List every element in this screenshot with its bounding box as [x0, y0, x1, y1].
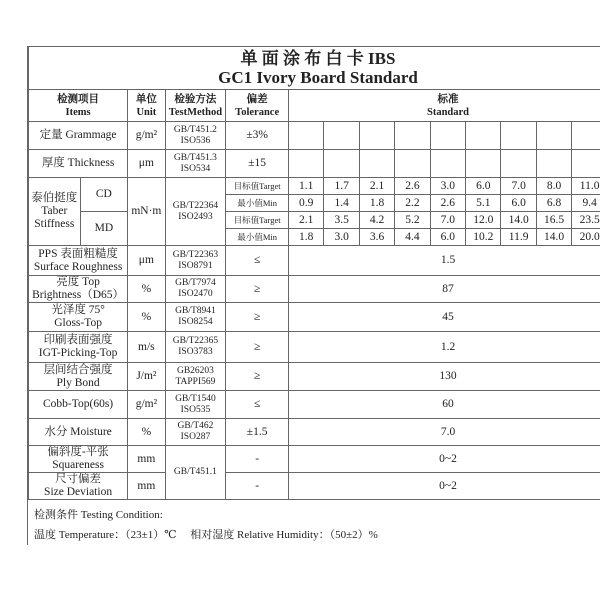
cell-text: Cobb-Top(60s): [43, 398, 114, 410]
cell: [165, 419, 226, 446]
cell: [165, 122, 226, 150]
cell-line: GB/T7974: [175, 278, 216, 288]
cell: [324, 122, 359, 150]
header-standard: [289, 90, 600, 122]
cell-text: μm: [138, 254, 154, 266]
table-row-size-deviation: [29, 473, 600, 500]
cell: [359, 229, 394, 246]
cell: [128, 446, 165, 473]
cell-text: 5.1: [476, 196, 491, 209]
cell-text: 2.6: [405, 179, 420, 192]
cell-line: ISO287: [180, 432, 211, 442]
cell: [289, 246, 600, 276]
cell: [359, 150, 394, 178]
cell-line: GB/T22364: [172, 200, 219, 211]
cell-line: GB/T8941: [175, 306, 216, 316]
cell: [128, 473, 165, 500]
header-row: [29, 90, 600, 122]
header-method: [165, 90, 226, 122]
cell: [536, 212, 571, 229]
cell: [226, 246, 289, 276]
cell-text: 最小值Min: [237, 231, 277, 242]
cell: [226, 276, 289, 303]
cell-line: Brightness（D65）: [32, 289, 125, 301]
cell-text: ≥: [253, 310, 261, 323]
cell: [29, 419, 128, 446]
testing-condition-title: 检测条件 Testing Condition:: [34, 509, 163, 521]
cell-text: 14.0: [544, 230, 565, 243]
cell-line: IGT-Picking-Top: [38, 347, 118, 359]
cell-text: 20.0: [579, 230, 600, 243]
cell-line: GB/T22365: [172, 336, 219, 346]
cell-text: 3.6: [369, 230, 385, 243]
cell-text: 11.9: [508, 230, 529, 243]
cell-text: GB/T451.1: [173, 467, 217, 477]
cell: [226, 446, 289, 473]
cell: [395, 122, 430, 150]
title-en: GC1 Ivory Board Standard: [218, 68, 418, 87]
cell-text: 16.5: [544, 213, 565, 226]
cell-text: 10.2: [473, 230, 494, 243]
cell: [572, 178, 600, 195]
cell: [29, 363, 128, 391]
cell: [128, 303, 165, 332]
cell-text: J/m²: [136, 370, 157, 382]
cell-line: ISO536: [180, 135, 211, 146]
cell: [80, 212, 128, 246]
cell: [289, 229, 324, 246]
cell: [226, 332, 289, 363]
cell-text: 23.5: [579, 213, 600, 226]
table-row: [29, 419, 600, 446]
cell: [128, 150, 165, 178]
cell: [430, 195, 465, 212]
cell-text: 1.7: [334, 179, 349, 192]
cell: [572, 150, 600, 178]
table-row-taber-md-target: [29, 212, 600, 229]
cell-text: 2.1: [299, 213, 314, 226]
cell: [324, 212, 359, 229]
cell: [289, 332, 600, 363]
cell-line: PPS 表面粗糙度: [38, 247, 118, 260]
cell: [128, 246, 165, 276]
cell-text: 6.0: [440, 230, 456, 243]
cell-text: 0~2: [439, 479, 457, 492]
cell: [289, 150, 324, 178]
cell-text: ≥: [253, 282, 261, 295]
cell-text: ≥: [253, 370, 261, 382]
cell-line: ISO3783: [178, 347, 213, 357]
cell: [466, 122, 501, 150]
cell-text: 目标值Target: [233, 180, 281, 191]
cell: [536, 122, 571, 150]
cell: [536, 229, 571, 246]
cell-line: Size Deviation: [44, 486, 113, 498]
h: Standard: [427, 106, 470, 118]
cell: [289, 303, 600, 332]
cell-text: 8.0: [546, 179, 562, 192]
cell: [29, 276, 128, 303]
cell-text: 1.2: [440, 340, 456, 353]
cell: [501, 212, 536, 229]
cell: [128, 391, 165, 419]
taber-label: [29, 178, 81, 246]
cell-text: ±15: [248, 157, 267, 169]
cell-line: GB26203: [176, 365, 214, 376]
cell: [165, 178, 226, 246]
cell: [128, 122, 165, 150]
cell: [165, 363, 226, 391]
cell-text: 1.8: [299, 230, 314, 243]
cell-text: 87: [442, 282, 454, 295]
cell-text: MD: [94, 222, 114, 234]
cell: [359, 122, 394, 150]
cell-text: 1.5: [440, 254, 456, 266]
cell-text: -: [255, 479, 260, 492]
cell: [226, 363, 289, 391]
cell: [29, 303, 128, 332]
table-row-squareness: [29, 446, 600, 473]
cell-line: GB/T22363: [172, 249, 219, 260]
cell: [501, 122, 536, 150]
cell-text: 1.1: [299, 179, 314, 192]
cell: [128, 178, 165, 246]
cell: [536, 150, 571, 178]
table-row-thickness: [29, 150, 600, 178]
cell-line: 光泽度 75°: [51, 304, 105, 316]
h: 标准: [437, 93, 459, 105]
cell-text: %: [141, 425, 152, 438]
cell-text: 4.2: [369, 213, 385, 226]
cell: [359, 195, 394, 212]
cell: [226, 419, 289, 446]
cell-text: ±3%: [246, 129, 268, 141]
cell: [165, 276, 226, 303]
cell-text: mm: [137, 452, 156, 465]
cell-text: 9.4: [582, 196, 597, 209]
cell: [289, 212, 324, 229]
cell-text: ≤: [253, 254, 261, 266]
cell-text: %: [141, 310, 152, 323]
cell-text: ≤: [253, 398, 261, 410]
cell-text: 最小值Min: [237, 197, 277, 208]
cell: [226, 212, 289, 229]
h: 偏差: [246, 93, 268, 105]
table-row: [29, 363, 600, 391]
cell: [501, 195, 536, 212]
cell-text: 1.4: [334, 196, 349, 209]
cell: [536, 178, 571, 195]
cell: [29, 122, 128, 150]
cell-text: 定量 Grammage: [39, 129, 117, 141]
cell-text: ±1.5: [246, 425, 268, 438]
cell: [29, 391, 128, 419]
cell: [359, 212, 394, 229]
table-row: [29, 303, 600, 332]
h: 检测项目: [57, 93, 100, 105]
cell-text: 1.8: [369, 196, 385, 209]
cell-line: GB/T451.3: [173, 152, 217, 163]
h: Unit: [136, 106, 157, 118]
cell-text: 2.2: [405, 196, 420, 209]
cell: [165, 446, 226, 500]
cell-text: g/m²: [135, 398, 158, 410]
cell-line: 泰伯挺度: [31, 192, 78, 204]
cell: [289, 178, 324, 195]
cell: [165, 391, 226, 419]
cell: [29, 473, 128, 500]
cell: [501, 229, 536, 246]
cell: [324, 178, 359, 195]
cell-text: mm: [137, 479, 156, 492]
cell: [226, 229, 289, 246]
cell-line: ISO534: [180, 163, 211, 174]
ivory-board-standard-table: [28, 46, 600, 500]
cell-text: 6.0: [476, 179, 491, 192]
cell: [466, 178, 501, 195]
cell: [572, 122, 600, 150]
cell-text: 11.0: [579, 179, 600, 192]
cell-text: 7.0: [440, 425, 456, 438]
cell: [466, 150, 501, 178]
h: TestMethod: [168, 106, 223, 118]
cell-line: 尺寸偏差: [55, 473, 102, 485]
cell-line: Gloss-Top: [54, 317, 102, 329]
cell-line: GB/T451.2: [173, 124, 217, 135]
table-row: [29, 246, 600, 276]
cell: [289, 419, 600, 446]
cell-line: ISO2470: [178, 289, 213, 299]
cell-text: 水分 Moisture: [44, 425, 112, 438]
cell-text: 5.2: [405, 213, 420, 226]
cell-text: 0~2: [439, 452, 457, 465]
cell-text: 0.9: [299, 196, 314, 209]
cell-text: 2.1: [369, 179, 385, 192]
h: Tolerance: [235, 106, 280, 118]
cell-line: 亮度 Top: [56, 276, 100, 288]
cell-text: 6.8: [546, 196, 562, 209]
cell-line: Ply Bond: [56, 376, 100, 389]
cell: [128, 276, 165, 303]
cell: [324, 150, 359, 178]
cell: [226, 391, 289, 419]
title-cn: 单 面 涂 布 白 卡 IBS: [240, 49, 396, 68]
cell-text: CD: [95, 188, 112, 200]
cell-text: mN·m: [131, 205, 162, 217]
cell: [501, 178, 536, 195]
cell-text: %: [141, 282, 152, 295]
cell: [289, 473, 600, 500]
cell: [430, 178, 465, 195]
cell: [29, 332, 128, 363]
cell-text: 2.6: [440, 196, 456, 209]
table-row: [29, 332, 600, 363]
cell-text: 3.0: [334, 230, 349, 243]
cell: [289, 363, 600, 391]
cell: [165, 246, 226, 276]
h: 单位: [135, 93, 157, 105]
cell: [289, 391, 600, 419]
cell: [289, 276, 600, 303]
cell-text: 60: [442, 398, 454, 410]
cell-text: 厚度 Thickness: [41, 157, 115, 169]
cell: [165, 150, 226, 178]
cell-text: g/m²: [135, 129, 158, 141]
cell: [226, 195, 289, 212]
h: 检验方法: [174, 93, 217, 105]
cell: [466, 212, 501, 229]
cell: [226, 150, 289, 178]
cell-text: 7.0: [511, 179, 526, 192]
cell: [572, 212, 600, 229]
table-title: [29, 47, 600, 90]
testing-condition-values: 温度 Temperature：（23±1）℃ 相对湿度 Relative Humidity：（50±2）%: [34, 529, 378, 541]
cell-line: Taber: [41, 205, 68, 217]
cell-text: m/s: [138, 340, 155, 353]
cell: [395, 229, 430, 246]
header-unit: [128, 90, 165, 122]
cell: [536, 195, 571, 212]
cell: [226, 473, 289, 500]
cell-line: 偏斜度-平张: [47, 446, 109, 458]
cell: [395, 178, 430, 195]
cell-line: Surface Roughness: [33, 260, 123, 273]
cell: [430, 229, 465, 246]
cell-line: GB/T1540: [175, 393, 216, 404]
table-row: [29, 276, 600, 303]
cell: [165, 332, 226, 363]
table-row-taber-cd-target: [29, 178, 600, 195]
cell: [226, 303, 289, 332]
table-row: [29, 391, 600, 419]
cell: [128, 419, 165, 446]
standard-table-container: [27, 46, 600, 500]
cell: [289, 122, 324, 150]
cell: [430, 150, 465, 178]
cell-line: ISO2493: [178, 211, 213, 222]
cell-text: 3.5: [334, 213, 349, 226]
table-row-grammage: [29, 122, 600, 150]
cell: [430, 122, 465, 150]
cell-line: ISO535: [180, 404, 211, 415]
cell-line: Squareness: [52, 459, 104, 471]
cell: [466, 195, 501, 212]
cell: [289, 195, 324, 212]
cell-text: 45: [442, 310, 454, 323]
cell-text: μm: [138, 157, 154, 169]
h: Items: [65, 106, 91, 118]
cell-line: Stiffness: [34, 218, 75, 230]
cell: [501, 150, 536, 178]
cell-text: 6.0: [511, 196, 526, 209]
cell: [29, 246, 128, 276]
cell: [572, 195, 600, 212]
cell-line: 层间结合强度: [43, 363, 113, 376]
cell: [165, 303, 226, 332]
cell-line: ISO8254: [178, 317, 213, 327]
header-items: [29, 90, 128, 122]
cell: [395, 195, 430, 212]
cell: [128, 332, 165, 363]
cell: [572, 229, 600, 246]
cell: [128, 363, 165, 391]
cell: [395, 212, 430, 229]
cell-text: 3.0: [440, 179, 456, 192]
cell-text: 130: [439, 370, 457, 382]
cell: [80, 178, 128, 212]
cell: [324, 195, 359, 212]
cell-text: 4.4: [405, 230, 420, 243]
cell-text: -: [255, 452, 260, 465]
header-tolerance: [226, 90, 289, 122]
cell: [430, 212, 465, 229]
testing-condition: [27, 498, 600, 545]
cell: [226, 122, 289, 150]
cell-text: 12.0: [473, 213, 494, 226]
cell: [466, 229, 501, 246]
cell-line: 印刷表面强度: [43, 334, 113, 346]
cell: [289, 446, 600, 473]
cell-line: GB/T462: [177, 421, 214, 431]
cell: [395, 150, 430, 178]
cell-line: TAPPI569: [175, 376, 216, 387]
cell: [29, 150, 128, 178]
cell-text: 目标值Target: [233, 214, 281, 225]
cell-text: 7.0: [440, 213, 456, 226]
cell-line: ISO8791: [178, 260, 213, 271]
cell: [29, 446, 128, 473]
cell: [324, 229, 359, 246]
cell: [359, 178, 394, 195]
cell: [226, 178, 289, 195]
cell-text: ≥: [253, 340, 261, 353]
cell-text: 14.0: [508, 213, 529, 226]
